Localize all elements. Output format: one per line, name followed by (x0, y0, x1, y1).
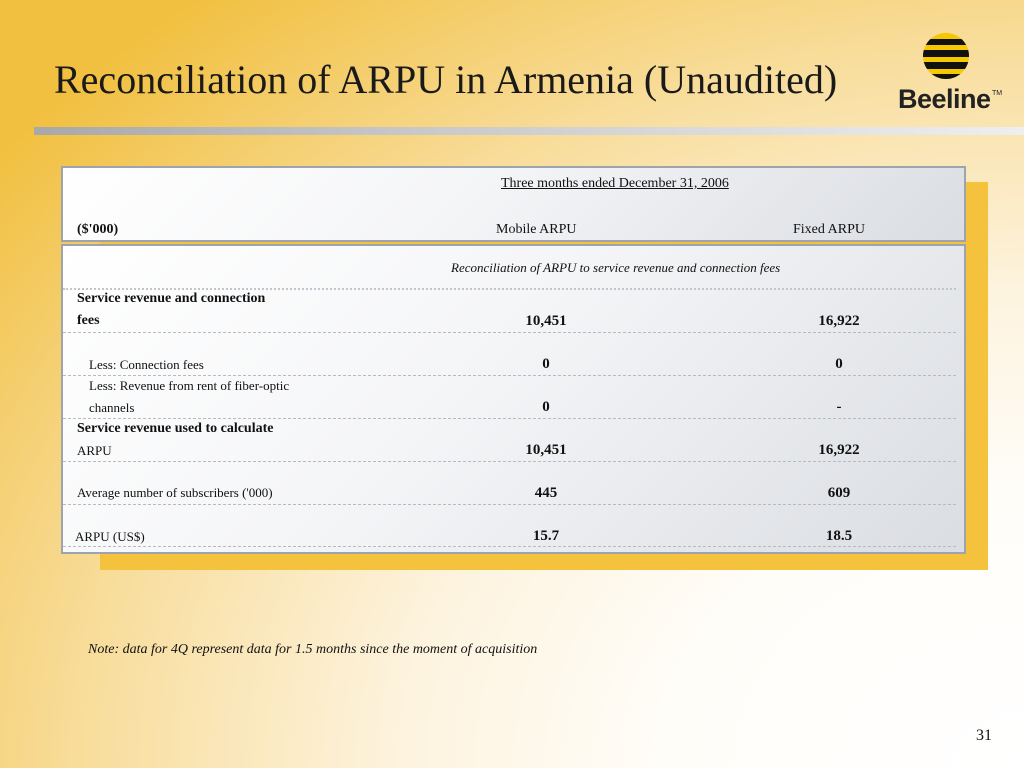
row-label: Service revenue used to calculate (77, 421, 274, 436)
mobile-value: 0 (542, 399, 550, 415)
title-underline-bar (34, 127, 1024, 135)
page-number: 31 (976, 727, 992, 744)
logo-wordmark: Beeline (898, 84, 991, 114)
fixed-value: 609 (827, 485, 851, 501)
logo-trademark: TM (992, 90, 1003, 97)
row-label: Average number of subscribers ('000) (77, 485, 273, 500)
row-label: Less: Connection fees (89, 357, 204, 372)
column-header-mobile: Mobile ARPU (496, 222, 577, 237)
mobile-value: 10,451 (525, 313, 567, 329)
mobile-value: 0 (542, 356, 550, 372)
fixed-value: 18.5 (825, 528, 853, 544)
fixed-value: 16,922 (818, 442, 860, 458)
table-header-box (61, 166, 966, 242)
row-separator (63, 332, 956, 333)
unit-label: ($'000) (77, 222, 119, 237)
mobile-value: 15.7 (532, 528, 560, 544)
row-separator (63, 288, 956, 290)
fixed-value: 0 (835, 356, 843, 372)
column-header-fixed: Fixed ARPU (793, 222, 865, 237)
table-body-box (61, 244, 966, 554)
row-separator (63, 418, 956, 419)
period-header: Three months ended December 31, 2006 (501, 176, 729, 191)
footnote: Note: data for 4Q represent data for 1.5 months since the moment of acquisition (88, 642, 538, 657)
row-separator (63, 546, 956, 547)
mobile-value: 445 (534, 485, 558, 501)
fixed-value: - (836, 399, 842, 415)
row-label-cont: fees (77, 313, 100, 328)
mobile-value: 10,451 (525, 442, 567, 458)
row-label-cont: channels (89, 400, 135, 415)
beeline-logo (898, 32, 1008, 118)
fixed-value: 16,922 (818, 313, 860, 329)
row-separator (63, 504, 956, 505)
row-label-cont: ARPU (77, 443, 112, 458)
slide-title: Reconciliation of ARPU in Armenia (Unaudited) (54, 57, 838, 102)
beeline-striped-ball-icon (922, 32, 970, 80)
row-separator (63, 461, 956, 462)
row-label: ARPU (US$) (75, 529, 145, 544)
row-separator (63, 375, 956, 376)
table-subheader: Reconciliation of ARPU to service revenue and connection fees (451, 260, 781, 275)
row-label: Service revenue and connection (77, 291, 266, 306)
row-label: Less: Revenue from rent of fiber-optic (89, 378, 290, 393)
